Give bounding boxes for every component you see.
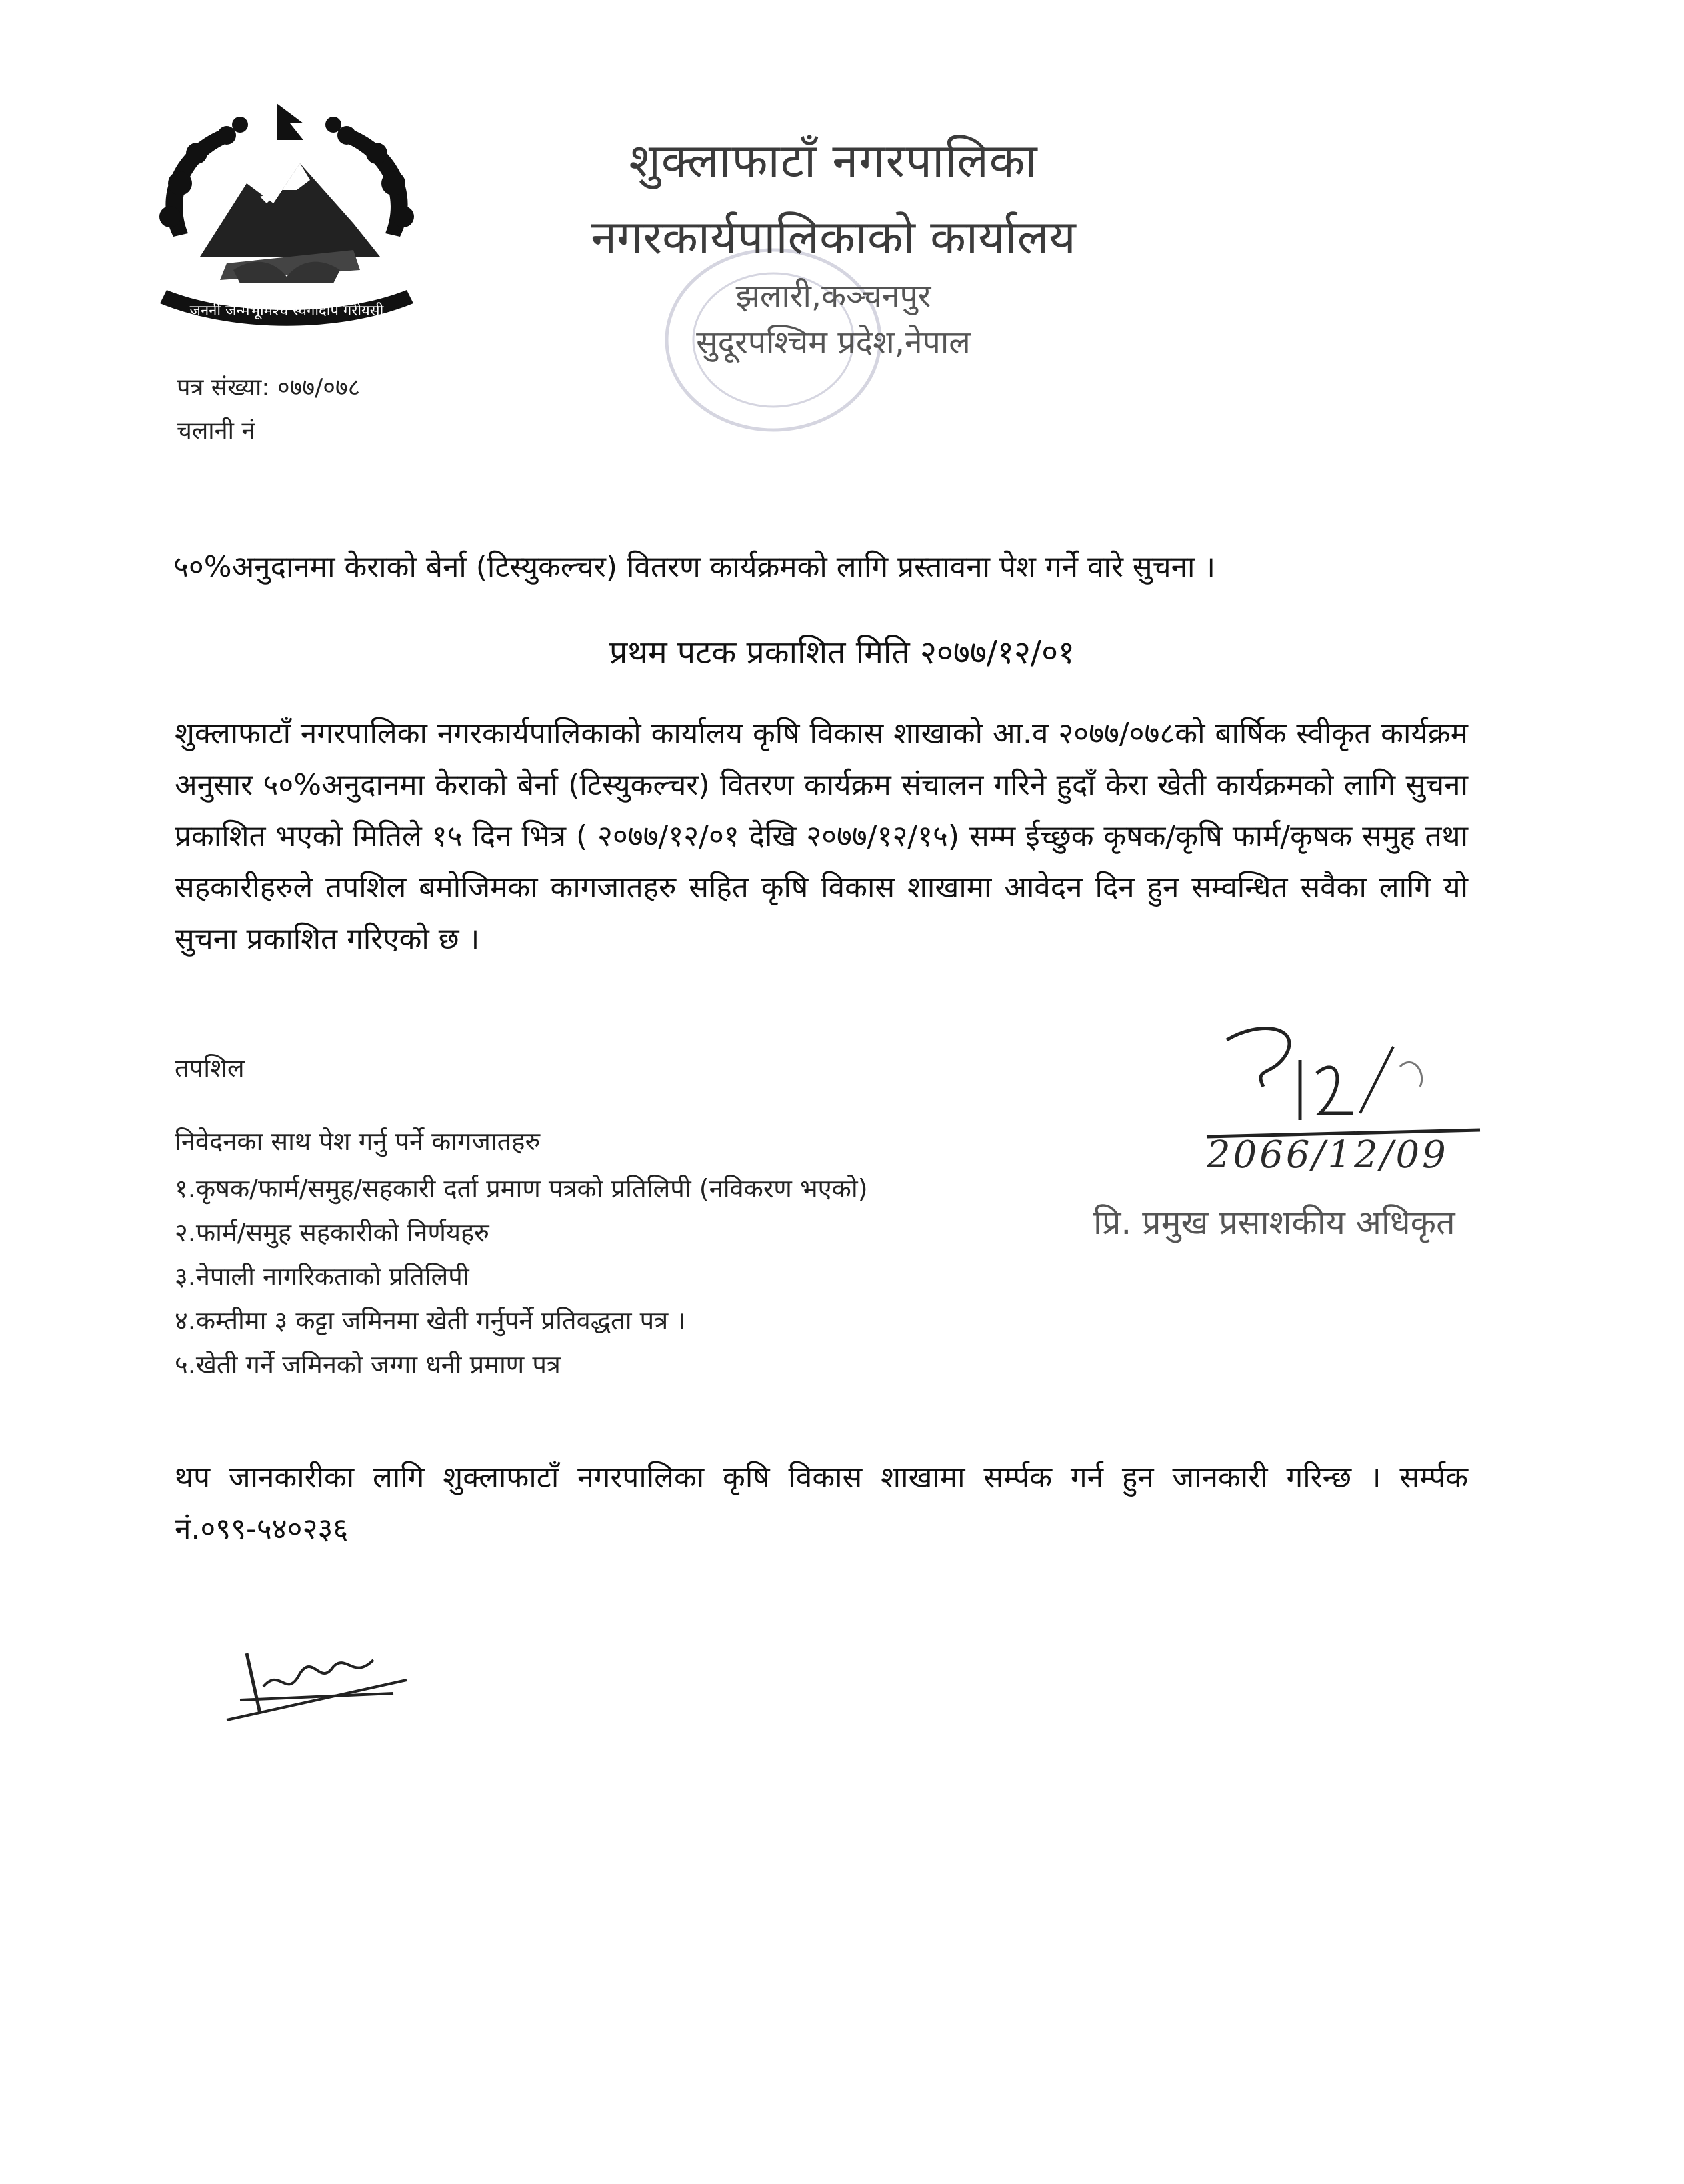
letter-number: पत्र संख्या: ०७७/०७८ bbox=[177, 374, 361, 401]
footer-note: थप जानकारीका लागि शुक्लाफाटाँ नगरपालिका कृषि विकास शाखामा सर्म्पक गर्न हुन जानकारी गरिन्छ । सर्म्पक नं.०९९-५४०२३६ bbox=[175, 1461, 1468, 1546]
officer-signature bbox=[1200, 1013, 1493, 1147]
signature-date: 2066/12/09 bbox=[1207, 1133, 1449, 1177]
list-item: ४.कम्तीमा ३ कट्टा जमिनमा खेती गर्नुपर्ने प्रतिवद्धता पत्र । bbox=[175, 1306, 686, 1335]
publication-date: प्रथम पटक प्रकाशित मिति २०७७/१२/०१ bbox=[609, 634, 1075, 671]
annex-heading: तपशिल bbox=[175, 1053, 245, 1083]
org-name: शुक्लाफाटाँ नगरपालिका bbox=[629, 133, 1038, 188]
officer-title: प्रि. प्रमुख प्रसाशकीय अधिकृत bbox=[1093, 1203, 1455, 1242]
documents-list-heading: निवेदनका साथ पेश गर्नु पर्ने कागजातहरु bbox=[175, 1127, 541, 1156]
dispatch-number: चलानी नं bbox=[177, 417, 255, 445]
list-item: २.फार्म/समुह सहकारीको निर्णयहरु bbox=[175, 1218, 489, 1247]
office-name: नगरकार्यपालिकाको कार्यालय bbox=[591, 210, 1076, 265]
list-item: ५.खेती गर्ने जमिनको जग्गा धनी प्रमाण पत्र bbox=[175, 1350, 561, 1379]
svg-text:जननी जन्मभूमिश्च स्वर्गादपि गर: जननी जन्मभूमिश्च स्वर्गादपि गरीयसी bbox=[189, 303, 384, 319]
second-signature bbox=[220, 1613, 420, 1727]
address-line-1: झलारी,कञ्चनपुर bbox=[735, 277, 931, 315]
list-item: १.कृषक/फार्म/समुह/सहकारी दर्ता प्रमाण पत्रको प्रतिलिपी (नविकरण भएको) bbox=[175, 1174, 868, 1203]
address-line-2: सुदूरपश्चिम प्रदेश,नेपाल bbox=[696, 324, 971, 361]
documents-list bbox=[175, 1167, 868, 1387]
body-paragraph: शुक्लाफाटाँ नगरपालिका नगरकार्यपालिकाको कार्यालय कृषि विकास शाखाको आ.व २०७७/०७८को बार्षिक स्वीकृत कार्यक्रम अनुसार ५०%अनुदानमा केराको बेर्ना (टिस्युकल्चर) वितरण कार्यक्रम संचालन गरिने हुदाँ केरा खेती कार्यक्रमको लागि सुचना प्रकाशित भएको मितिले १५ दिन भित्र ( २०७७/१२/०१ देखि २०७७/१२/१५) सम्म ईच्छुक कृषक/कृषि फार्म/कृषक समुह तथा सहकारीहरुले तपशिल बमोजिमका कागजातहरु सहित कृषि विकास शाखामा आवेदन दिन हुन सम्वन्धित सवैका लागि यो सुचना प्रकाशित गरिएको छ । bbox=[175, 717, 1468, 956]
notice-subject: ५०%अनुदानमा केराको बेर्ना (टिस्युकल्चर) वितरण कार्यक्रमको लागि प्रस्तावना पेश गर्ने वारे सुचना । bbox=[173, 550, 1216, 584]
nepal-emblem-icon bbox=[133, 103, 440, 337]
list-item: ३.नेपाली नागरिकताको प्रतिलिपी bbox=[175, 1262, 469, 1291]
